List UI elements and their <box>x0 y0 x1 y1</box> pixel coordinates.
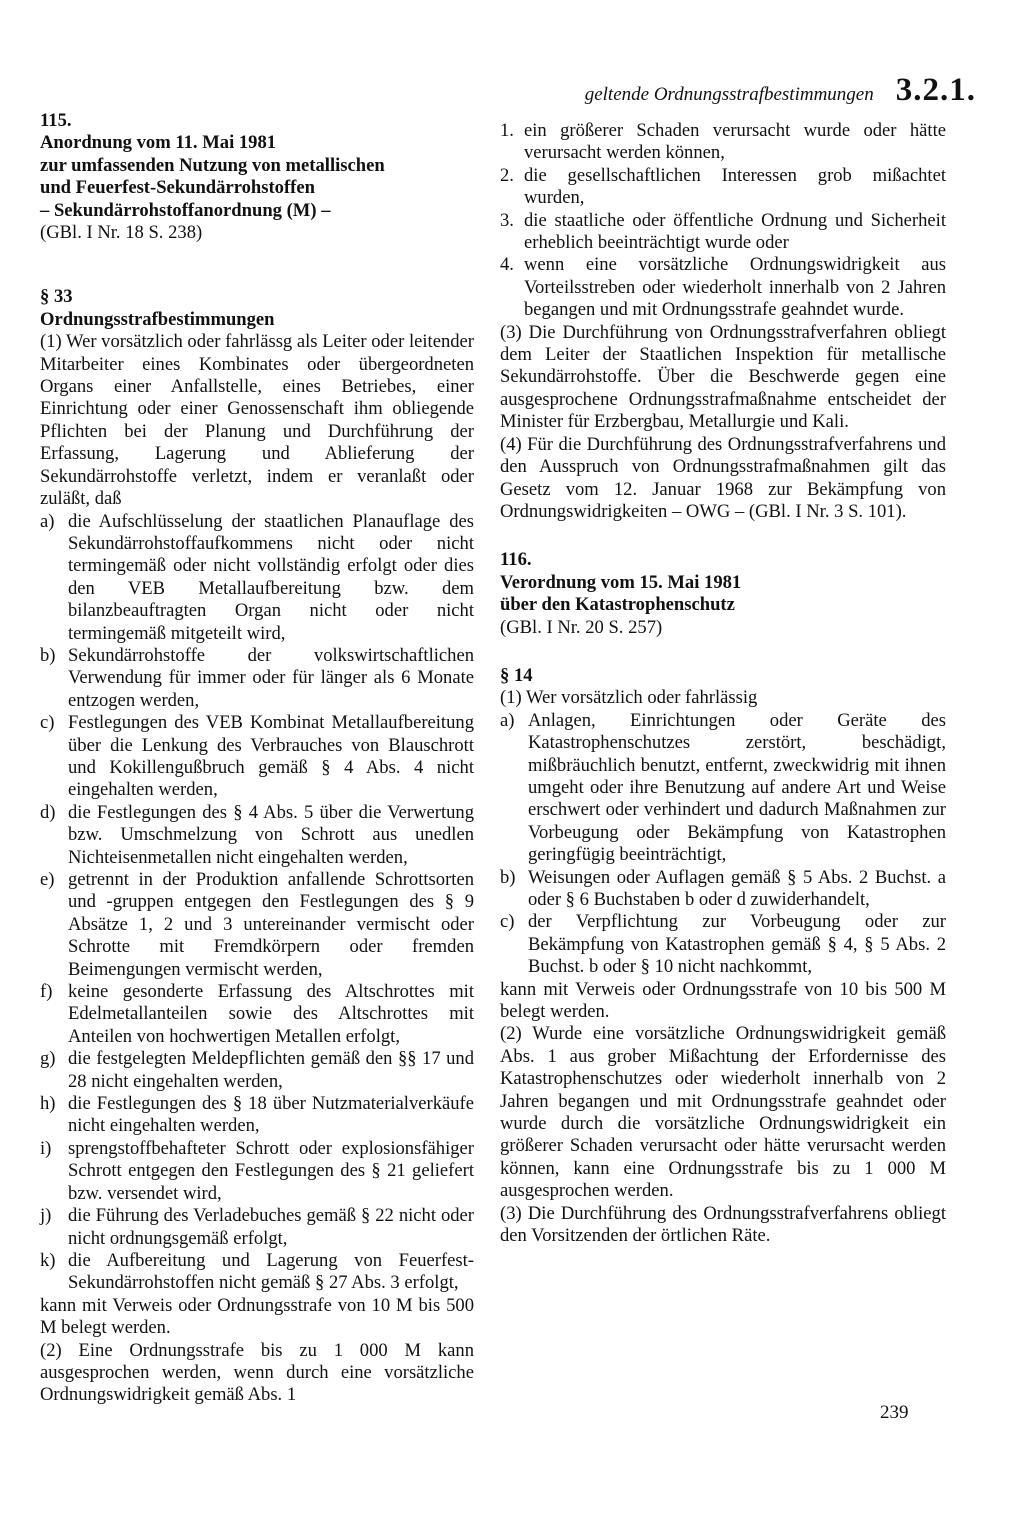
list-item-text: sprengstoffbehafteter Schrott oder explosionsfähiger Schrott entgegen den Festlegungen des § 21 geliefert bzw. versendet wird, <box>68 1137 474 1204</box>
paragraph-33-abs4: (4) Für die Durchführung des Ordnungsstrafverfahrens und den Ausspruch von Ordnungsstrafmaßnahmen gilt das Gesetz vom 12. Januar 1968 zur Bekämpfung von Ordnungswidrigkeiten – OWG – (GBl. I Nr. 3 S. 101). <box>500 433 946 522</box>
list-item-label: a) <box>40 510 55 532</box>
list-item-label: d) <box>40 801 56 823</box>
numbered-item-text: wenn eine vorsätzliche Ordnungswidrigkeit aus Vorteilsstreben oder wiederholt innerhalb von 2 Jahren begangen und mit Ordnungsstrafe geahndet wurde. <box>524 254 946 321</box>
entry-115-title-line: und Feuerfest-Sekundärrohstoffen <box>40 177 315 199</box>
numbered-item-label: 4. <box>500 254 514 276</box>
list-item-label: e) <box>40 869 55 890</box>
entry-116-number: 116. <box>500 549 532 571</box>
list-item-label: c) <box>40 712 55 734</box>
page-number: 239 <box>880 1402 909 1423</box>
paragraph-33-title: Ordnungsstrafbestimmungen <box>40 308 275 330</box>
list-item-label: a) <box>500 709 515 731</box>
left-column <box>40 110 474 1407</box>
paragraph-33-abs1-intro: (1) Wer vorsätzlich oder fahrlässg als Leiter oder leitender Mitarbeiter eines Kombinates oder übergeordneten Organs einer Anfallstelle, eines Betriebes, einer Einrichtung oder einer Genossenschaft ihm obliegende Pflichten bei der Planung und Durchführung der Erfassung, Lagerung und Ablieferung der Sekundärrohstoffe verletzt, indem er veranlaßt oder zuläßt, daß <box>40 331 474 510</box>
list-item <box>40 869 474 981</box>
list-item-label: k) <box>40 1249 56 1271</box>
list-item-label: b) <box>40 644 56 666</box>
list-item <box>40 645 474 712</box>
list-item <box>40 511 474 645</box>
numbered-item <box>500 254 946 321</box>
paragraph-33-abs1-closing: kann mit Verweis oder Ordnungsstrafe von 10 M bis 500 M belegt werden. <box>40 1294 474 1339</box>
list-item-label: h) <box>40 1093 56 1115</box>
list-item <box>40 1138 474 1205</box>
paragraph-14: § 14 <box>500 664 533 686</box>
paragraph-33-abs3: (3) Die Durchführung von Ordnungsstrafverfahren obliegt dem Leiter der Staatlichen Inspektion für metallische Sekundärrohstoffe. Über die Beschwerde gegen eine ausgesprochene Ordnungsstrafmaßnahme entscheidet der Minister für Erzbergbau, Metallurgie und Kali. <box>500 321 946 433</box>
list-item <box>500 911 946 978</box>
paragraph-14-abs3: (3) Die Durchführung des Ordnungsstrafverfahrens obliegt den Vorsitzenden der örtlichen Räte. <box>500 1202 946 1247</box>
entry-116-title-line: über den Katastrophenschutz <box>500 594 735 616</box>
paragraph-14-abs2: (2) Wurde eine vorsätzliche Ordnungswidrigkeit gemäß Abs. 1 aus grober Mißachtung der Erfordernisse des Katastrophenschutzes oder wiederholt innerhalb von 2 Jahren begangen und mit Ordnungsstrafe geahndet oder wurde durch die vorsätzliche Ordnungswidrigkeit ein größerer Schaden verursacht oder hätte verursacht werden können, kann eine Ordnungsstrafe bis zu 1 000 M ausgesprochen werden. <box>500 1023 946 1202</box>
list-item-text: die festgelegten Meldepflichten gemäß den §§ 17 und 28 nicht eingehalten werden, <box>68 1048 474 1092</box>
list-item-label: b) <box>500 866 516 888</box>
list-item <box>40 981 474 1048</box>
numbered-item-label: 1. <box>500 120 514 141</box>
running-title: geltende Ordnungsstrafbestimmungen <box>584 84 874 105</box>
paragraph-33-abs2-start: (2) Eine Ordnungsstrafe bis zu 1 000 M kann ausgesprochen werden, wenn durch eine vorsätzliche Ordnungswidrigkeit gemäß Abs. 1 <box>40 1339 474 1406</box>
entry-115-source: (GBl. I Nr. 18 S. 238) <box>40 222 203 244</box>
entry-115-number: 115. <box>40 110 72 131</box>
list-item <box>40 1250 474 1295</box>
numbered-item <box>500 120 946 165</box>
list-item-text: die Festlegungen des § 4 Abs. 5 über die Verwertung bzw. Umschmelzung von Schrott aus unedlen Nichteisenmetallen nicht eingehalten werden, <box>68 801 474 868</box>
list-item-text: die Festlegungen des § 18 über Nutzmaterialverkäufe nicht eingehalten werden, <box>68 1093 474 1137</box>
numbered-item-text: die gesellschaftlichen Interessen grob mißachtet wurden, <box>524 164 946 209</box>
entry-115-title-line: Anordnung vom 11. Mai 1981 <box>40 132 277 154</box>
list-item-text: die Aufbereitung und Lagerung von Feuerfest-Sekundärrohstoffen nicht gemäß § 27 Abs. 3 erfolgt, <box>68 1249 474 1294</box>
list-item-text: die Aufschlüsselung der staatlichen Planauflage des Sekundärrohstoffaufkommens nicht oder nicht termingemäß oder nicht vollständig erfolgt oder dies den VEB Metallaufbereitung bzw. dem bilanzbeauftragten Organ nicht oder nicht termingemäß mitgeteilt wird, <box>68 510 474 644</box>
numbered-item-text: die staatliche oder öffentliche Ordnung und Sicherheit erheblich beeinträchtigt wurde oder <box>524 209 946 254</box>
numbered-item <box>500 210 946 255</box>
list-item-text: der Verpflichtung zur Vorbeugung oder zur Bekämpfung von Katastrophen gemäß § 4, § 5 Abs. 2 Buchst. b oder § 10 nicht nachkommt, <box>528 911 946 978</box>
list-item <box>500 867 946 912</box>
numbered-item-label: 3. <box>500 209 514 231</box>
list-item <box>40 1093 474 1138</box>
list-item-label: c) <box>500 911 515 933</box>
paragraph-14-abs1-closing: kann mit Verweis oder Ordnungsstrafe von 10 bis 500 M belegt werden. <box>500 978 946 1023</box>
list-item <box>40 802 474 869</box>
entry-115-title-line: zur umfassenden Nutzung von metallischen <box>40 154 385 176</box>
list-item-text: Festlegungen des VEB Kombinat Metallaufbereitung über die Lenkung des Verbrauches von Blauschrott und Kokillengußbruch gemäß § 4 Abs. 4 nicht eingehalten werden, <box>68 712 474 801</box>
list-item-text: keine gesonderte Erfassung des Altschrottes mit Edelmetallanteilen sowie des Altschrottes mit Anteilen von hochwertigen Metallen erfolgt, <box>68 981 474 1047</box>
numbered-item <box>500 165 946 210</box>
right-column <box>500 120 946 1248</box>
paragraph-33: § 33 <box>40 286 73 308</box>
list-item-text: Anlagen, Einrichtungen oder Geräte des Katastrophenschutzes zerstört, beschädigt, mißbräuchlich benutzt, entfernt, zweckwidrig mit ihnen umgeht oder ihre Benutzung auf andere Art und Weise erschwert oder verhindert und dadurch Maßnahmen zur Vorbeugung oder Bekämpfung von Katastrophen geringfügig beeinträchtigt, <box>528 709 946 866</box>
running-header <box>500 72 976 112</box>
section-number: 3.2.1. <box>895 72 976 108</box>
list-item <box>40 1205 474 1250</box>
list-item-text: Sekundärrohstoffe der volkswirtschaftlichen Verwendung für immer oder für länger als 6 Monate entzogen werden, <box>68 644 474 711</box>
list-item-label: g) <box>40 1048 56 1070</box>
entry-116-title-line: Verordnung vom 15. Mai 1981 <box>500 571 742 593</box>
list-item-label: i) <box>40 1137 52 1159</box>
list-item <box>500 710 946 867</box>
list-item <box>40 712 474 802</box>
numbered-item-label: 2. <box>500 164 514 186</box>
list-item-text: die Führung des Verladebuches gemäß § 22 nicht oder nicht ordnungsgemäß erfolgt, <box>68 1205 474 1249</box>
list-item-label: j) <box>40 1205 52 1227</box>
list-item-text: Weisungen oder Auflagen gemäß § 5 Abs. 2 Buchst. a oder § 6 Buchstaben b oder d zuwiderhandelt, <box>528 866 946 910</box>
entry-115-title-line: – Sekundärrohstoffanordnung (M) – <box>40 199 331 221</box>
list-item-text: getrennt in der Produktion anfallende Schrottsorten und -gruppen entgegen den Festlegungen des § 9 Absätze 1, 2 und 3 untereinander vermischt oder Schrotte mit Fremdkörpern oder fremden Beimengungen vermischt werden, <box>68 869 474 980</box>
entry-116-source: (GBl. I Nr. 20 S. 257) <box>500 616 663 638</box>
list-item <box>40 1048 474 1093</box>
list-item-label: f) <box>40 981 53 1003</box>
paragraph-14-abs1-intro: (1) Wer vorsätzlich oder fahrlässig <box>500 687 758 709</box>
numbered-item-text: ein größerer Schaden verursacht wurde oder hätte verursacht werden können, <box>524 120 946 164</box>
